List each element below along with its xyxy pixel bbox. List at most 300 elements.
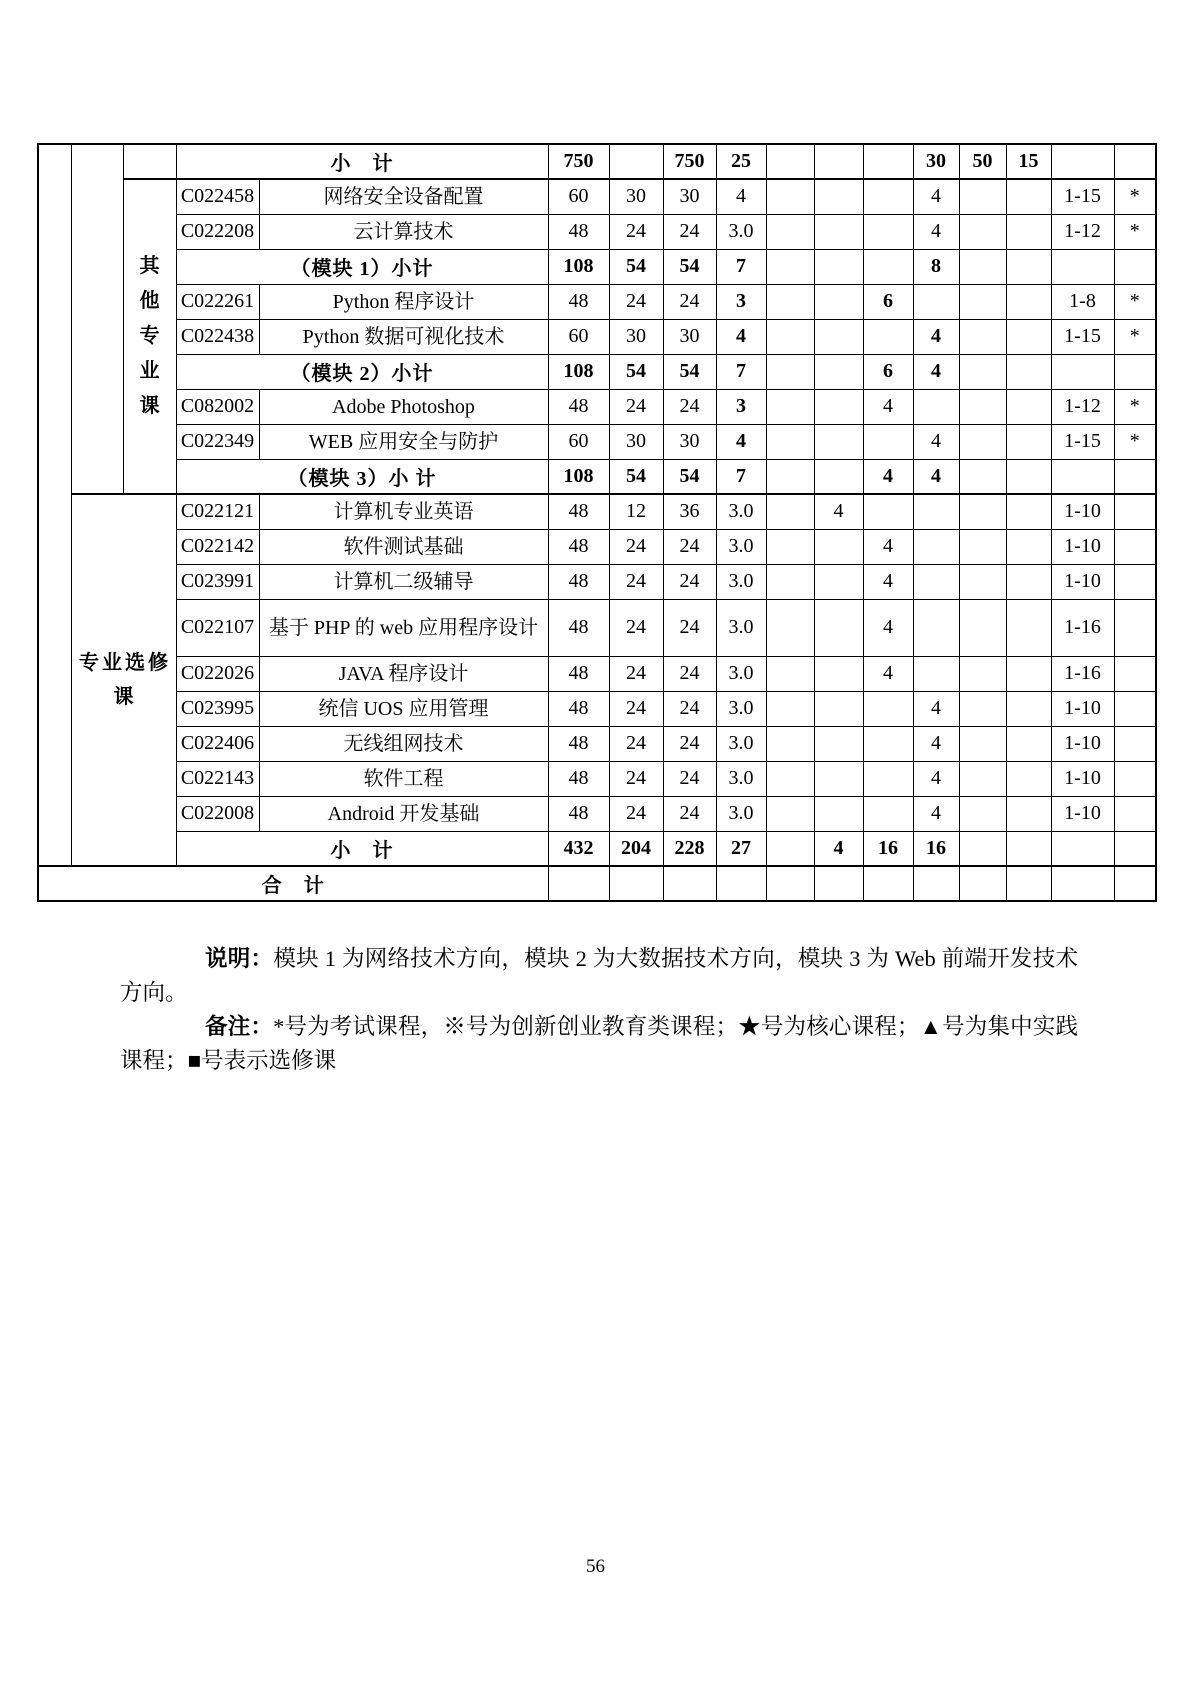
- cell-exam: [1114, 179, 1156, 214]
- cell-sem4-text: 4: [931, 220, 941, 242]
- cell-exam: [1114, 656, 1156, 691]
- cell-total: [548, 144, 609, 179]
- cell-sem4: [913, 529, 959, 564]
- cell-sem2: [814, 726, 863, 761]
- cell-weeks: [1051, 599, 1114, 656]
- cell-exam: [1114, 564, 1156, 599]
- cell-total-text: 48: [568, 662, 589, 684]
- cell-credit-text: 3.0: [728, 662, 754, 684]
- course-name-text: 软件测试基础: [343, 535, 464, 558]
- cell-sem1: [766, 249, 814, 284]
- cell-sem4: [913, 354, 959, 389]
- cell-exam: [1114, 599, 1156, 656]
- table-row-course: [38, 656, 1156, 691]
- cell-prac: [663, 599, 716, 656]
- subtotal-label-text: 小 计: [330, 153, 394, 175]
- cell-sem4: [913, 494, 959, 529]
- cell-sem5: [959, 494, 1006, 529]
- course-name-text: Python 数据可视化技术: [302, 325, 505, 348]
- cell-prac-text: 24: [679, 732, 700, 754]
- cell-lecture-text: 30: [626, 430, 646, 452]
- course-name-text: Android 开发基础: [327, 802, 480, 825]
- cell-lecture-text: 54: [626, 255, 646, 277]
- cell-credit-text: 25: [731, 150, 751, 172]
- cell-prac: [663, 656, 716, 691]
- course-name-text: 无线组网技术: [343, 732, 464, 755]
- course-code: [176, 796, 259, 831]
- cell-sem1: [766, 459, 814, 494]
- cell-total: [548, 564, 609, 599]
- subtotal-label-text: （模块 3）小 计: [287, 467, 437, 490]
- course-code: [176, 564, 259, 599]
- course-code: [176, 389, 259, 424]
- cell-sem4: [913, 866, 959, 901]
- cell-sem2: [814, 249, 863, 284]
- course-code-text: C022458: [180, 185, 255, 208]
- course-code-text: C022406: [180, 732, 255, 754]
- cell-weeks-text: 1-10: [1064, 802, 1101, 824]
- cell-weeks: [1051, 214, 1114, 249]
- cell-weeks-text: 1-10: [1064, 535, 1101, 557]
- cell-prac: [663, 494, 716, 529]
- cell-sem2: [814, 796, 863, 831]
- cell-lecture: [609, 831, 663, 866]
- cell-lecture: [609, 354, 663, 389]
- cell-prac: [663, 424, 716, 459]
- left-middle-column-cell: [71, 144, 123, 494]
- table-row-course: [38, 761, 1156, 796]
- cell-exam-text: *: [1129, 220, 1140, 242]
- cell-sem1: [766, 424, 814, 459]
- course-name: [259, 529, 548, 564]
- cell-sem3: [863, 529, 913, 564]
- cell-weeks-text: 1-10: [1064, 732, 1101, 754]
- course-name: [259, 564, 548, 599]
- cell-lecture: [609, 796, 663, 831]
- subtotal-label: [176, 831, 548, 866]
- cell-sem3: [863, 319, 913, 354]
- cell-lecture: [609, 599, 663, 656]
- table-row-course: [38, 691, 1156, 726]
- cell-credit-text: 3.0: [728, 616, 754, 638]
- cell-sem6: [1006, 389, 1051, 424]
- cell-weeks: [1051, 656, 1114, 691]
- cell-sem5: [959, 656, 1006, 691]
- cell-sem2: [814, 866, 863, 901]
- cell-prac-text: 24: [679, 767, 700, 789]
- course-name-text: 软件工程: [363, 767, 444, 790]
- cell-sem4-text: 4: [931, 185, 941, 208]
- cell-sem3: [863, 656, 913, 691]
- cell-sem3: [863, 459, 913, 494]
- course-code-text: C022208: [180, 220, 255, 242]
- cell-total-text: 48: [568, 290, 589, 312]
- cell-lecture-text: 24: [626, 570, 646, 592]
- cell-sem4: [913, 691, 959, 726]
- cell-credit: [716, 354, 766, 389]
- cell-sem1: [766, 564, 814, 599]
- cell-sem4-text: 16: [926, 836, 946, 859]
- cell-prac: [663, 529, 716, 564]
- cell-total-text: 60: [568, 185, 589, 208]
- cell-sem3-text: 6: [883, 290, 893, 312]
- cell-prac: [663, 564, 716, 599]
- cell-exam: [1114, 529, 1156, 564]
- cell-sem2: [814, 284, 863, 319]
- cell-total: [548, 424, 609, 459]
- cell-sem3-text: 4: [883, 570, 893, 592]
- cell-sem2-text: 4: [833, 836, 844, 859]
- table-row-course: [38, 529, 1156, 564]
- notes: [120, 942, 1078, 1078]
- cell-sem2: [814, 599, 863, 656]
- table-row-subtotal: [38, 354, 1156, 389]
- course-name: [259, 691, 548, 726]
- cell-exam-text: *: [1129, 185, 1140, 208]
- cell-sem1: [766, 831, 814, 866]
- cell-prac: [663, 214, 716, 249]
- cell-sem6: [1006, 691, 1051, 726]
- cell-sem5: [959, 691, 1006, 726]
- cell-weeks: [1051, 726, 1114, 761]
- cell-sem4-text: 4: [931, 360, 941, 382]
- cell-sem5: [959, 866, 1006, 901]
- cell-sem1: [766, 494, 814, 529]
- table-row-course: [38, 284, 1156, 319]
- cell-prac: [663, 726, 716, 761]
- cell-sem5: [959, 319, 1006, 354]
- cell-lecture-text: 24: [626, 697, 646, 719]
- course-code-text: C022349: [180, 430, 255, 452]
- cell-sem5-text: 50: [972, 150, 993, 172]
- group-label-other-major-courses: [123, 179, 176, 494]
- cell-lecture-text: 30: [626, 185, 646, 208]
- cell-weeks: [1051, 831, 1114, 866]
- table-row-course: [38, 494, 1156, 529]
- group-label-elective-courses: [71, 494, 176, 866]
- cell-credit: [716, 424, 766, 459]
- cell-sem3: [863, 691, 913, 726]
- grand-total-label-text: 合 计: [261, 875, 325, 897]
- cell-sem3: [863, 284, 913, 319]
- cell-lecture: [609, 179, 663, 214]
- cell-weeks: [1051, 796, 1114, 831]
- cell-lecture: [609, 691, 663, 726]
- course-name: [259, 424, 548, 459]
- cell-prac: [663, 691, 716, 726]
- course-name: [259, 389, 548, 424]
- cell-total-text: 48: [568, 802, 589, 824]
- cell-prac-text: 24: [679, 220, 700, 242]
- table-row-subtotal: [38, 144, 1156, 179]
- cell-total: [548, 179, 609, 214]
- course-code: [176, 494, 259, 529]
- table-row-course: [38, 214, 1156, 249]
- page-number: 56: [586, 1556, 605, 1577]
- course-code: [176, 726, 259, 761]
- cell-credit-text: 3.0: [728, 500, 754, 523]
- table-row-course: [38, 319, 1156, 354]
- course-name: [259, 796, 548, 831]
- cell-sem6: [1006, 144, 1051, 179]
- curriculum-table-body: [38, 144, 1156, 901]
- cell-sem5: [959, 761, 1006, 796]
- cell-sem4-text: 4: [931, 732, 941, 754]
- subtotal-label: [176, 249, 548, 284]
- cell-lecture: [609, 459, 663, 494]
- cell-sem1: [766, 599, 814, 656]
- cell-sem3: [863, 214, 913, 249]
- cell-weeks-text: 1-10: [1064, 500, 1101, 523]
- cell-sem1: [766, 691, 814, 726]
- cell-credit: [716, 249, 766, 284]
- cell-sem4: [913, 831, 959, 866]
- cell-sem3: [863, 599, 913, 656]
- note-beizhu-label: 备注：: [205, 1014, 274, 1039]
- course-name: [259, 726, 548, 761]
- cell-sem2: [814, 656, 863, 691]
- cell-prac: [663, 761, 716, 796]
- cell-lecture-text: 54: [626, 464, 646, 487]
- cell-total: [548, 726, 609, 761]
- cell-prac: [663, 459, 716, 494]
- cell-weeks-text: 1-16: [1064, 662, 1101, 684]
- cell-sem3: [863, 761, 913, 796]
- cell-sem5: [959, 726, 1006, 761]
- note-beizhu: [120, 1010, 1078, 1078]
- cell-lecture: [609, 761, 663, 796]
- cell-credit-text: 3.0: [728, 697, 754, 719]
- cell-sem4: [913, 284, 959, 319]
- cell-lecture-text: 24: [626, 395, 646, 417]
- table-row-course: [38, 389, 1156, 424]
- cell-sem5: [959, 459, 1006, 494]
- cell-credit-text: 3: [736, 395, 746, 417]
- cell-exam-text: *: [1129, 325, 1140, 347]
- course-name-text: 云计算技术: [353, 220, 454, 243]
- cell-sem3: [863, 796, 913, 831]
- table-row-course: [38, 564, 1156, 599]
- cell-total-text: 60: [568, 430, 589, 452]
- cell-lecture: [609, 144, 663, 179]
- course-name: [259, 599, 548, 656]
- cell-exam: [1114, 831, 1156, 866]
- cell-sem3: [863, 144, 913, 179]
- subtotal-label: [176, 459, 548, 494]
- cell-exam: [1114, 354, 1156, 389]
- cell-sem1: [766, 179, 814, 214]
- cell-weeks: [1051, 249, 1114, 284]
- course-name-text: 基于 PHP 的 web 应用程序设计: [268, 616, 539, 639]
- cell-weeks: [1051, 494, 1114, 529]
- cell-lecture: [609, 319, 663, 354]
- cell-exam-text: *: [1129, 430, 1140, 452]
- cell-sem3-text: 6: [883, 360, 893, 382]
- cell-sem2: [814, 529, 863, 564]
- cell-sem2: [814, 319, 863, 354]
- cell-sem2: [814, 214, 863, 249]
- course-code-text: C022008: [180, 802, 255, 824]
- cell-total-text: 48: [568, 732, 589, 754]
- cell-lecture-text: 54: [626, 360, 646, 382]
- cell-sem3: [863, 726, 913, 761]
- cell-credit: [716, 796, 766, 831]
- course-code-text: C022142: [180, 535, 255, 557]
- cell-credit-text: 7: [736, 255, 746, 277]
- cell-credit: [716, 389, 766, 424]
- cell-total-text: 48: [568, 697, 589, 719]
- cell-credit-text: 3.0: [728, 220, 754, 242]
- cell-sem4-text: 8: [931, 255, 941, 277]
- cell-lecture-text: 24: [626, 767, 646, 789]
- cell-exam: [1114, 284, 1156, 319]
- cell-total-text: 48: [568, 500, 589, 523]
- cell-sem6: [1006, 459, 1051, 494]
- cell-lecture-text: 24: [626, 802, 646, 824]
- cell-lecture: [609, 424, 663, 459]
- cell-sem2: [814, 761, 863, 796]
- left-outer-column-cell: [38, 144, 71, 866]
- course-name-text: WEB 应用安全与防护: [308, 430, 499, 453]
- cell-sem5: [959, 529, 1006, 564]
- cell-sem4-text: 4: [931, 325, 941, 347]
- course-name: [259, 179, 548, 214]
- cell-credit: [716, 459, 766, 494]
- cell-weeks-text: 1-8: [1069, 290, 1096, 312]
- cell-credit-text: 3.0: [728, 535, 754, 557]
- cell-total: [548, 761, 609, 796]
- cell-sem6: [1006, 214, 1051, 249]
- course-name: [259, 319, 548, 354]
- cell-sem3: [863, 564, 913, 599]
- table-row-subtotal: [38, 459, 1156, 494]
- cell-weeks: [1051, 866, 1114, 901]
- cell-credit: [716, 599, 766, 656]
- cell-lecture: [609, 726, 663, 761]
- cell-sem6: [1006, 726, 1051, 761]
- cell-credit: [716, 319, 766, 354]
- cell-weeks: [1051, 319, 1114, 354]
- table-row-course: [38, 796, 1156, 831]
- cell-credit: [716, 866, 766, 901]
- course-code: [176, 656, 259, 691]
- subtotal-label-text: （模块 1）小计: [290, 258, 434, 280]
- cell-sem4-text: 4: [931, 430, 941, 452]
- cell-total: [548, 529, 609, 564]
- cell-prac-text: 30: [679, 325, 700, 347]
- cell-prac-text: 24: [679, 570, 700, 592]
- cell-total: [548, 831, 609, 866]
- cell-credit-text: 7: [736, 464, 746, 487]
- cell-exam: [1114, 796, 1156, 831]
- curriculum-table: [37, 143, 1157, 902]
- cell-weeks: [1051, 284, 1114, 319]
- group-label-other-major-courses-text: 其他专业课: [139, 255, 160, 417]
- table-row-grandtotal: [38, 866, 1156, 901]
- cell-sem5: [959, 354, 1006, 389]
- cell-sem5: [959, 389, 1006, 424]
- subtotal-label: [176, 354, 548, 389]
- cell-sem2: [814, 494, 863, 529]
- note-beizhu-text: *号为考试课程，※号为创新创业教育类课程；★号为核心课程；▲号为集中实践课程；■号表示选修课: [120, 1014, 1078, 1073]
- cell-sem6: [1006, 761, 1051, 796]
- cell-sem1: [766, 319, 814, 354]
- cell-exam: [1114, 726, 1156, 761]
- cell-sem2: [814, 354, 863, 389]
- cell-prac-text: 30: [679, 430, 700, 452]
- cell-sem4: [913, 796, 959, 831]
- cell-weeks: [1051, 144, 1114, 179]
- course-code-text: C082002: [180, 395, 255, 417]
- cell-credit: [716, 726, 766, 761]
- cell-lecture: [609, 284, 663, 319]
- course-code: [176, 319, 259, 354]
- cell-sem2: [814, 389, 863, 424]
- cell-exam: [1114, 214, 1156, 249]
- cell-sem5: [959, 249, 1006, 284]
- course-code-text: C022107: [180, 616, 255, 638]
- cell-total-text: 432: [563, 836, 594, 859]
- cell-sem6: [1006, 424, 1051, 459]
- cell-lecture-text: 24: [626, 662, 646, 684]
- cell-weeks: [1051, 691, 1114, 726]
- course-name: [259, 656, 548, 691]
- cell-prac-text: 54: [679, 360, 700, 382]
- cell-sem5: [959, 424, 1006, 459]
- cell-prac: [663, 389, 716, 424]
- cell-prac: [663, 866, 716, 901]
- cell-prac-text: 30: [679, 185, 700, 208]
- cell-sem4: [913, 214, 959, 249]
- cell-prac-text: 54: [679, 255, 700, 277]
- cell-lecture-text: 24: [626, 535, 646, 557]
- table-row-course: [38, 599, 1156, 656]
- cell-sem3-text: 4: [883, 662, 893, 684]
- cell-lecture-text: 24: [626, 616, 646, 638]
- course-code: [176, 424, 259, 459]
- cell-credit: [716, 564, 766, 599]
- course-name-text: 计算机专业英语: [333, 500, 474, 523]
- cell-sem2: [814, 424, 863, 459]
- cell-credit: [716, 691, 766, 726]
- cell-sem1: [766, 389, 814, 424]
- cell-sem4: [913, 319, 959, 354]
- cell-exam: [1114, 389, 1156, 424]
- cell-credit-text: 3: [736, 290, 746, 312]
- cell-prac-text: 750: [674, 150, 705, 172]
- cell-sem2-text: 4: [833, 500, 844, 523]
- cell-sem4: [913, 144, 959, 179]
- course-code: [176, 179, 259, 214]
- cell-lecture-text: 24: [626, 220, 646, 242]
- cell-prac: [663, 179, 716, 214]
- course-name-text: Adobe Photoshop: [332, 395, 475, 418]
- cell-sem5: [959, 179, 1006, 214]
- cell-exam: [1114, 319, 1156, 354]
- cell-prac: [663, 796, 716, 831]
- cell-sem1: [766, 214, 814, 249]
- cell-sem3-text: 4: [883, 535, 893, 557]
- cell-total-text: 48: [568, 220, 589, 242]
- cell-sem3: [863, 354, 913, 389]
- table-row-subtotal: [38, 249, 1156, 284]
- cell-sem4-text: 4: [931, 697, 941, 719]
- cell-sem2: [814, 179, 863, 214]
- cell-sem5: [959, 284, 1006, 319]
- course-code: [176, 761, 259, 796]
- cell-sem1: [766, 529, 814, 564]
- cell-credit: [716, 656, 766, 691]
